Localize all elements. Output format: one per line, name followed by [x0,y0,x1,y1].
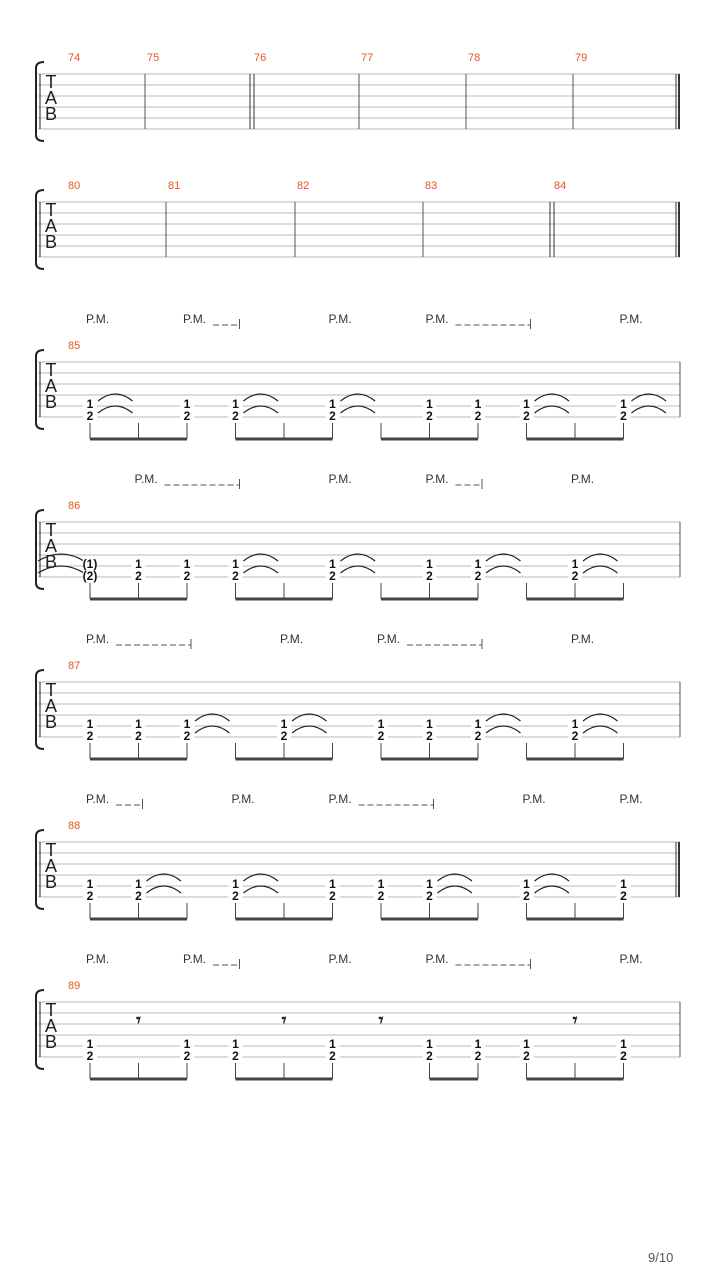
tab-clef-letter: B [44,552,58,572]
page-number: 9/10 [648,1250,674,1265]
fret-number: 1 [183,397,191,411]
fret-number: 1 [474,557,482,571]
fret-number: 2 [232,889,239,903]
palm-mute-mark: P.M. [86,952,110,966]
tab-system [36,472,680,599]
tie-arc [486,566,521,573]
tie-arc [292,726,327,733]
fret-number: 2 [232,1049,239,1063]
fret-number: 2 [571,569,579,583]
tab-clef-letter: A [44,536,58,556]
tie-arc [583,726,618,733]
fret-number: 1 [571,717,579,731]
tab-clef-letter: A [44,1016,58,1036]
tab-clef-letter: B [44,104,58,124]
fret-number: 2 [86,409,94,423]
tie-arc [486,726,521,733]
tie-arc [195,726,230,733]
fret-number: 2 [183,1049,191,1063]
fret-number: 1 [86,717,94,731]
tab-clef-letter: A [44,856,58,876]
fret-number: 1 [620,1037,627,1051]
tab-clef-letter: T [45,360,57,380]
fret-number: 1 [329,1037,336,1051]
bar-number: 77 [361,52,374,64]
fret-number: 2 [232,569,239,583]
fret-number: 1 [280,717,288,731]
eighth-rest: 𝄾 [281,1010,287,1031]
eighth-rest: 𝄾 [572,1010,578,1031]
fret-number: 1 [523,397,530,411]
bar-number: 89 [68,980,81,992]
fret-number: 2 [232,409,239,423]
fret-number: (2) [82,569,98,583]
fret-number: 1 [232,1037,239,1051]
fret-number: 1 [183,717,191,731]
fret-number: 2 [426,889,433,903]
bar-number: 85 [68,340,81,352]
fret-number: 1 [86,877,94,891]
palm-mute-mark: P.M. [231,792,255,806]
tie-arc [438,886,473,893]
fret-number: 2 [474,729,482,743]
bar-number: 84 [554,180,567,192]
palm-mute-mark: P.M. [86,312,110,326]
fret-number: 2 [523,889,530,903]
fret-number: 1 [183,557,191,571]
tab-clef-letter: B [44,712,58,732]
bar-number: 75 [147,52,160,64]
tab-clef-letter: B [44,872,58,892]
palm-mute-mark: P.M. [571,632,595,646]
palm-mute-mark: P.M. [328,792,352,806]
fret-number: 1 [523,1037,530,1051]
tie-arc [535,886,570,893]
palm-mute-mark: P.M. [183,952,207,966]
palm-mute-mark: P.M. [328,952,352,966]
tab-clef-letter: T [45,72,57,92]
tab-system [36,632,680,759]
fret-number: 1 [426,1037,433,1051]
fret-number: 2 [329,889,336,903]
palm-mute-mark: P.M. [425,472,449,486]
tie-arc [341,566,376,573]
fret-number: 2 [183,569,191,583]
eighth-rest: 𝄾 [136,1010,141,1031]
fret-number: 1 [426,877,433,891]
fret-number: 1 [232,877,239,891]
fret-number: 1 [474,397,482,411]
fret-number: 1 [329,397,336,411]
fret-number: 2 [329,569,336,583]
fret-number: 2 [329,1049,336,1063]
tie-arc [632,406,667,413]
fret-number: 1 [329,557,336,571]
tab-clef-letter: A [44,696,58,716]
bar-number: 80 [68,180,81,192]
fret-number: (1) [82,557,98,571]
fret-number: 1 [183,1037,191,1051]
bar-number: 79 [575,52,588,64]
palm-mute-mark: P.M. [134,472,158,486]
palm-mute-mark: P.M. [522,792,546,806]
fret-number: 2 [474,409,482,423]
fret-number: 2 [571,729,579,743]
fret-number: 1 [377,717,385,731]
fret-number: 2 [135,889,142,903]
tie-arc [147,886,182,893]
bar-number: 88 [68,820,81,832]
fret-number: 2 [183,729,191,743]
tab-system [36,180,680,269]
fret-number: 2 [329,409,336,423]
fret-number: 1 [86,1037,94,1051]
palm-mute-mark: P.M. [86,792,110,806]
fret-number: 1 [86,397,94,411]
eighth-rest: 𝄾 [378,1010,384,1031]
fret-number: 2 [183,409,191,423]
tab-clef-letter: T [45,520,57,540]
tab-clef-letter: A [44,88,58,108]
fret-number: 2 [426,729,433,743]
tab-system [36,52,680,141]
tab-clef-letter: T [45,1000,57,1020]
palm-mute-mark: P.M. [619,792,643,806]
fret-number: 2 [620,1049,627,1063]
tab-clef-letter: B [44,1032,58,1052]
bar-number: 78 [468,52,481,64]
palm-mute-mark: P.M. [571,472,595,486]
fret-number: 2 [426,409,433,423]
tab-system [36,952,680,1079]
fret-number: 1 [135,717,142,731]
tab-system [36,792,680,919]
fret-number: 2 [426,1049,433,1063]
bar-number: 76 [254,52,267,64]
fret-number: 2 [620,409,627,423]
tab-clef-letter: T [45,680,57,700]
tab-clef-letter: B [44,232,58,252]
palm-mute-mark: P.M. [280,632,304,646]
palm-mute-mark: P.M. [86,632,110,646]
fret-number: 2 [135,729,142,743]
bar-number: 86 [68,500,81,512]
tie-arc [341,406,376,413]
fret-number: 1 [232,557,239,571]
fret-number: 1 [620,397,627,411]
fret-number: 1 [135,877,142,891]
palm-mute-mark: P.M. [328,312,352,326]
bar-number: 82 [297,180,310,192]
fret-number: 2 [426,569,433,583]
fret-number: 1 [135,557,142,571]
fret-number: 2 [377,889,385,903]
palm-mute-mark: P.M. [328,472,352,486]
palm-mute-mark: P.M. [619,312,643,326]
fret-number: 1 [474,1037,482,1051]
fret-number: 2 [523,1049,530,1063]
bar-number: 81 [168,180,181,192]
fret-number: 1 [426,557,433,571]
tie-arc [244,886,279,893]
palm-mute-mark: P.M. [377,632,401,646]
palm-mute-mark: P.M. [425,312,449,326]
palm-mute-mark: P.M. [619,952,643,966]
fret-number: 2 [474,569,482,583]
fret-number: 2 [280,729,288,743]
tab-clef-letter: B [44,392,58,412]
tab-clef-letter: T [45,200,57,220]
fret-number: 2 [86,889,94,903]
tab-system [36,312,680,439]
fret-number: 1 [571,557,579,571]
fret-number: 1 [377,877,385,891]
fret-number: 1 [474,717,482,731]
fret-number: 1 [232,397,239,411]
fret-number: 2 [135,569,142,583]
tab-clef-letter: A [44,376,58,396]
bar-number: 87 [68,660,81,672]
tab-clef-letter: A [44,216,58,236]
fret-number: 2 [377,729,385,743]
fret-number: 2 [86,729,94,743]
tie-arc [583,566,618,573]
tie-arc [98,406,133,413]
palm-mute-mark: P.M. [183,312,207,326]
fret-number: 2 [620,889,627,903]
palm-mute-mark: P.M. [425,952,449,966]
bar-number: 74 [68,52,81,64]
fret-number: 2 [523,409,530,423]
fret-number: 1 [329,877,336,891]
tab-clef-letter: T [45,840,57,860]
tie-arc [244,406,279,413]
fret-number: 2 [474,1049,482,1063]
fret-number: 1 [523,877,530,891]
fret-number: 1 [426,717,433,731]
tie-arc [535,406,570,413]
fret-number: 1 [620,877,627,891]
fret-number: 1 [426,397,433,411]
fret-number: 2 [86,1049,94,1063]
bar-number: 83 [425,180,438,192]
tie-arc [244,566,279,573]
